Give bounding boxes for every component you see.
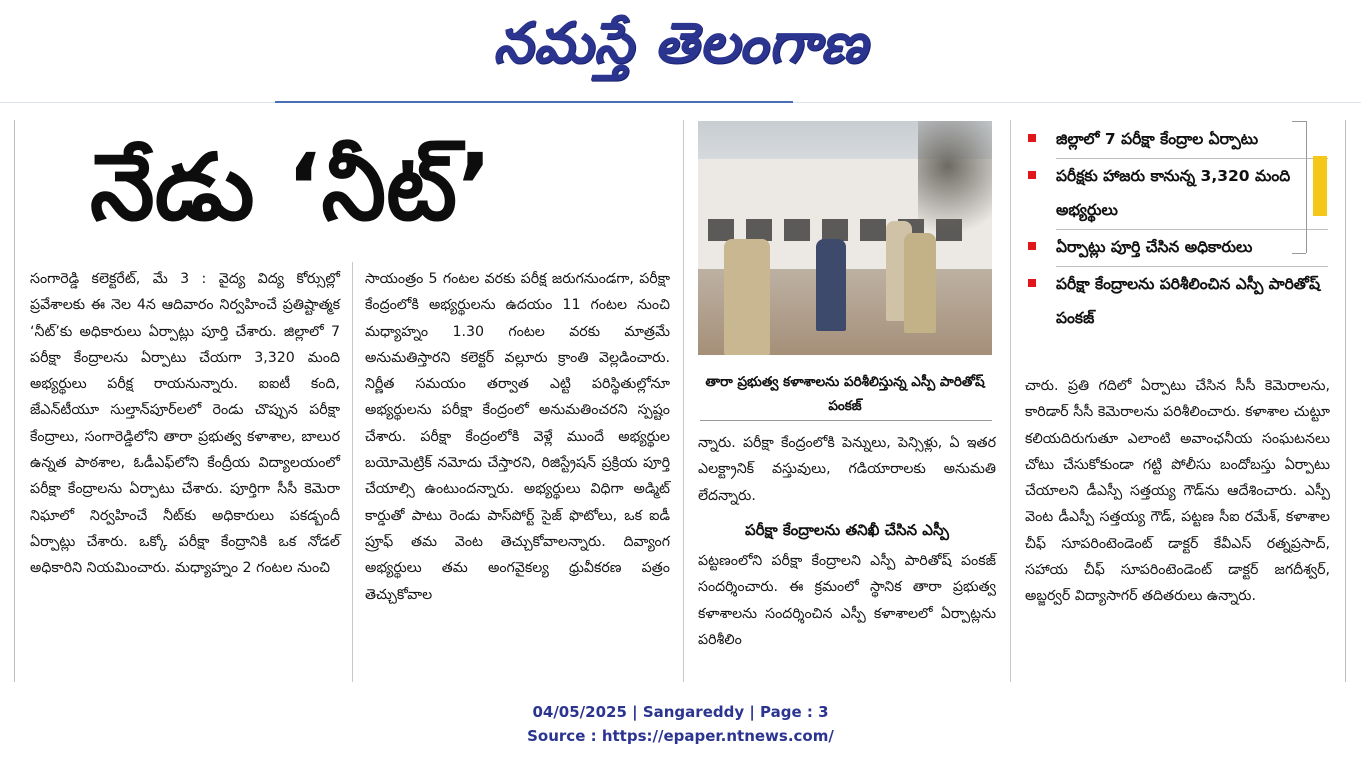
article-paragraph: సాయంత్రం 5 గంటల వరకు పరీక్ష జరుగనుండగా, పరీక్షా కేంద్రంలోకి అభ్యర్థులను ఉదయం 11 గంటల నుంచి మధ్యాహ్నం 1.30 గంటల వరకు మాత్రమే అనుమతిస్తారని కలెక్టర్ వల్లూరు క్రాంతి వెల్లడించారు. నిర్ణీత సమయం తర్వాత ఎట్టి పరిస్థితుల్లోనూ అభ్యర్థులను పరీక్షా కేంద్రంలో అనుమతించరని స్పష్టం చేశారు. పరీక్షా కేంద్రంలోకి వెళ్లే ముందే అభ్యర్థుల బయోమెట్రిక్ నమోదు చేస్తారని, రిజిస్ట్రేషన్ ప్రక్రియ పూర్తి చేయాల్సి ఉంటుందన్నారు. అభ్యర్థులు విధిగా అడ్మిట్ కార్డుతో పాటు రెండు పాస్‌పోర్ట్ సైజ్ ఫొటోలు, ఒక ఐడీ ప్రూఫ్ తమ వెంట తెచ్చుకోవాలన్నారు. దివ్యాంగ అభ్యర్థులు తమ అంగవైకల్య ధ్రువీకరణ పత్రం తెచ్చుకోవాల (365, 271, 670, 603)
article-paragraph: చారు. ప్రతి గదిలో ఏర్పాటు చేసిన సీసీ కెమెరాలను, కారిడార్ సీసీ కెమెరాలను పరిశీలించారు. కళాశాల చుట్టూ కలియదిరుగుతూ ఎలాంటి అవాంఛనీయ సంఘటనలు చోటు చేసుకోకుండా గట్టి పోలీసు బందోబస్తు ఏర్పాటు చేయాలని డీఎస్పీ సత్తయ్య గౌడ్‌ను ఆదేశించారు. ఎస్పీ వెంట డీఎస్పీ సత్తయ్య గౌడ్, పట్టణ సీఐ రమేశ్, కళాశాల చీఫ్ సూపరింటెండెంట్ డాక్టర్ కేవీఎస్ రత్నప్రసాద్, సహాయ చీఫ్ సూపరింటెండెంట్ డాక్టర్ జగదీశ్వర్, అబ్జర్వర్ విద్యాసాగర్ తదితరులు ఉన్నారు. (1025, 378, 1330, 605)
article-paragraph: సంగారెడ్డి కలెక్టరేట్, మే 3 : వైద్య విద్య కోర్సుల్లో ప్రవేశాలకు ఈ నెల 4న ఆదివారం నిర్వహించే ప్రతిష్టాత్మక ‘నీట్’కు అధికారులు ఏర్పాట్లు పూర్తి చేశారు. జిల్లాలో 7 పరీక్షా కేంద్రాలను ఏర్పాటు చేయగా 3,320 మంది అభ్యర్థులు పరీక్ష రాయనున్నారు. ఐఐటీ కంది, జేఎన్‌టీయూ సుల్తాన్‌పూర్‌లలో రెండు చొప్పున పరీక్షా కేంద్రాలు, సంగారెడ్డిలోని తారా ప్రభుత్వ కళాశాల, బాలుర ఉన్నత పాఠశాల, ఓడీఎఫ్‌లోని కేంద్రీయ విద్యాలయంలో పరీక్షా కేంద్రాలను ఏర్పాటు చేశారు. పూర్తిగా సీసీ కెమెరా నిఘాలో నిర్వహించే నీట్‌కు అధికారులు పకడ్బందీ ఏర్పాట్లు చేశారు. ఒక్కో పరీక్షా కేంద్రానికి ఒక నోడల్ అధికారిని నియమించారు. మధ్యాహ్నం 2 గంటల నుంచి (30, 271, 340, 577)
article-headline: నేడు ‘నీట్’ (90, 134, 493, 241)
highlight-item (1028, 159, 1328, 230)
column-divider (683, 120, 684, 682)
column-divider (1010, 120, 1011, 682)
masthead-accent-rule (275, 101, 793, 103)
article-subheading: పరీక్షా కేంద్రాలను తనిఖీ చేసిన ఎస్పీ (745, 521, 949, 539)
highlight-text: జిల్లాలో 7 పరీక్షా కేంద్రాల ఏర్పాటు (1056, 130, 1259, 148)
accent-bar (1313, 156, 1327, 216)
photo-person (816, 239, 846, 331)
article-column-3-continued (698, 548, 996, 653)
photo-caption: తారా ప్రభుత్వ కళాశాలను పరిశీలిస్తున్న ఎస్పీ పారితోష్ పంకజ్ (705, 374, 985, 414)
article-column-2 (365, 266, 670, 608)
column-divider (352, 262, 353, 682)
bullet-square-icon (1028, 171, 1036, 179)
highlights-bracket (1292, 121, 1306, 122)
highlights-bracket (1292, 253, 1306, 254)
article-column-4 (1025, 373, 1330, 610)
caption-divider (700, 420, 992, 421)
footer-source-link[interactable]: Source : https://epaper.ntnews.com/ (527, 727, 834, 745)
highlight-text: ఏర్పాట్లు పూర్తి చేసిన అధికారులు (1056, 238, 1253, 256)
highlights-bracket (1306, 121, 1307, 253)
bullet-square-icon (1028, 134, 1036, 142)
page-frame-left (14, 120, 15, 682)
footer-date-page: 04/05/2025 | Sangareddy | Page : 3 (532, 703, 829, 721)
bullet-square-icon (1028, 279, 1036, 287)
highlight-item (1028, 122, 1328, 159)
article-paragraph: పట్టణంలోని పరీక్షా కేంద్రాలని ఎస్పీ పారితోష్ పంకజ్ సందర్శించారు. ఈ క్రమంలో స్థానిక తారా ప్రభుత్వ కళాశాలను సందర్శించిన ఎస్పీ కళాశాలలో ఏర్పాట్లను పరిశీలిం (698, 553, 996, 648)
article-paragraph: న్నారు. పరీక్షా కేంద్రంలోకి పెన్నులు, పెన్సిళ్లు, ఏ ఇతర ఎలక్ట్రానిక్ వస్తువులు, గడియారాలకు అనుమతి లేదన్నారు. (698, 435, 996, 504)
photo-person (904, 233, 936, 333)
highlight-text: పరీక్షా కేంద్రాలను పరిశీలించిన ఎస్పీ పారితోష్ పంకజ్ (1056, 275, 1320, 327)
highlight-item (1028, 267, 1328, 335)
photo-person (724, 239, 770, 355)
highlight-text: పరీక్షకు హాజరు కానున్న 3,320 మంది అభ్యర్థులు (1056, 167, 1291, 219)
article-column-3 (698, 430, 996, 509)
highlight-item (1028, 230, 1328, 267)
article-column-1 (30, 266, 340, 582)
news-photo (698, 121, 992, 355)
page-frame-right (1345, 120, 1346, 682)
highlights-box (1028, 122, 1328, 335)
masthead (0, 0, 1361, 100)
bullet-square-icon (1028, 242, 1036, 250)
page-footer (0, 700, 1361, 748)
newspaper-logo: నమస్తే తెలంగాణ (493, 10, 868, 76)
